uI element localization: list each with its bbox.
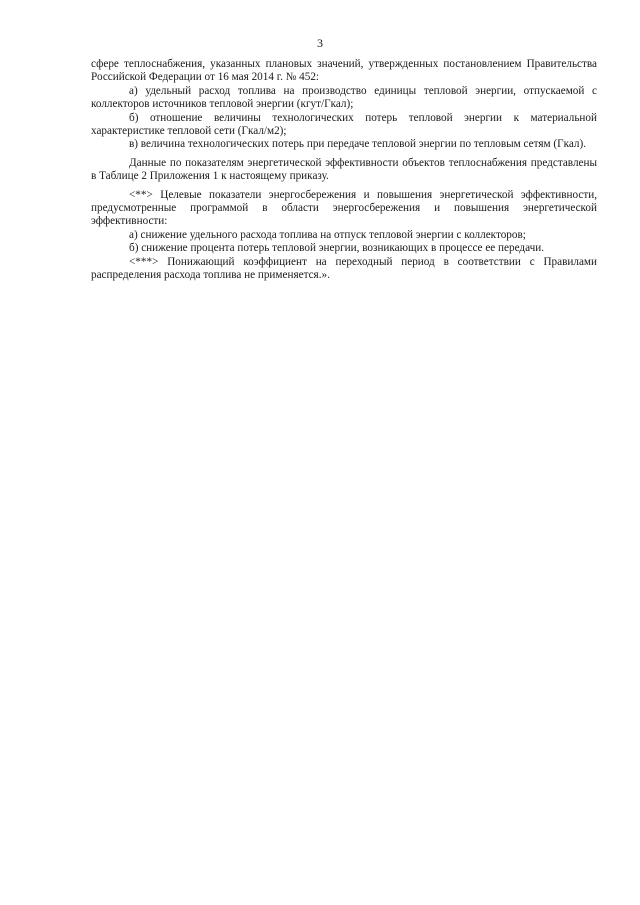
page-number: 3 [317, 36, 323, 50]
paragraph-data-reference: Данные по показателям энергетической эффективности объектов теплоснабжения представлены в Таблице 2 Приложения 1 к настоящему приказу. [91, 156, 597, 183]
paragraph-footnote-triple: <***> Понижающий коэффициент на переходный период в соответствии с Правилами распределения расхода топлива не применяется.». [91, 255, 597, 282]
paragraph-item-b-loss-ratio: б) отношение величины технологических потерь тепловой энергии к материальной характеристике тепловой сети (Гкал/м2); [91, 111, 597, 138]
document-body [91, 58, 597, 283]
paragraph-item-a-fuel-consumption: а) удельный расход топлива на производство единицы тепловой энергии, отпускаемой с коллекторов источников тепловой энергии (кгут/Гкал); [91, 84, 597, 111]
paragraph-item-v-technological-losses: в) величина технологических потерь при передаче тепловой энергии по тепловым сетям (Гкал). [129, 138, 587, 151]
paragraph-target-a: а) снижение удельного расхода топлива на отпуск тепловой энергии с коллекторов; [129, 228, 526, 241]
paragraph-continuation: сфере теплоснабжения, указанных плановых значений, утвержденных постановлением Правительства Российской Федерации от 16 мая 2014 г. № 452: [91, 58, 597, 84]
paragraph-footnote-double: <**> Целевые показатели энергосбережения и повышения энергетической эффективности, предусмотренные программой в области энергосбережения и повышения энергетической эффективности: [91, 188, 597, 228]
paragraph-target-b: б) снижение процента потерь тепловой энергии, возникающих в процессе ее передачи. [129, 242, 545, 255]
